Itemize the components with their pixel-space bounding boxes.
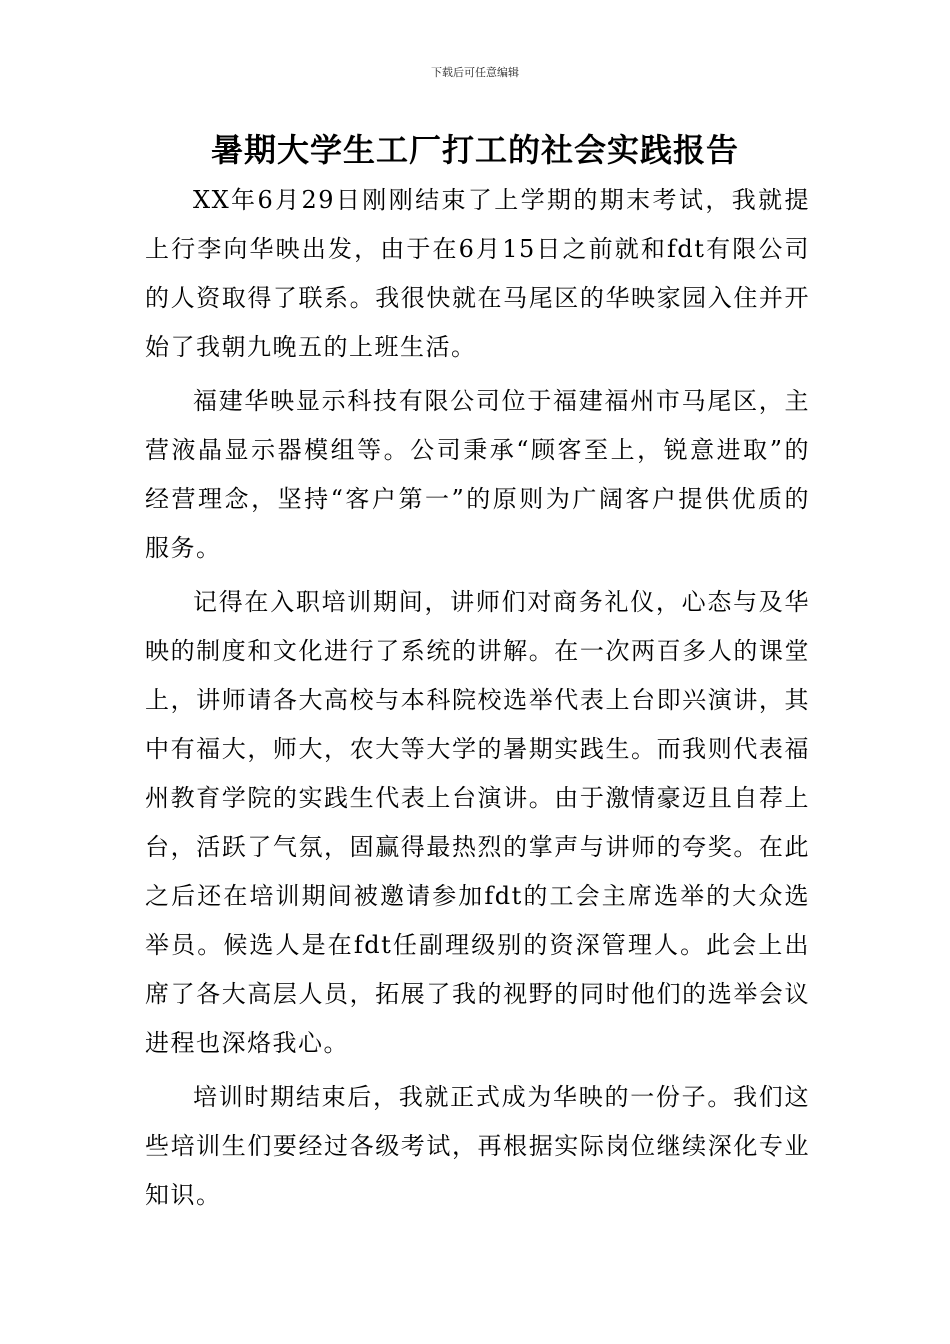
document-body [145,176,810,1220]
header-note: 下载后可任意编辑 [431,66,519,79]
paragraph-1: XX年6月29日刚刚结束了上学期的期末考试，我就提上行李向华映出发，由于在6月15日之前就和fdt有限公司的人资取得了联系。我很快就在马尾区的华映家园入住并开始了我朝九晚五的上班生活。 [145,186,810,361]
paragraph-4: 培训时期结束后，我就正式成为华映的一份子。我们这些培训生们要经过各级考试，再根据实际岗位继续深化专业知识。 [145,1083,810,1209]
paragraph-3: 记得在入职培训期间，讲师们对商务礼仪，心态与及华映的制度和文化进行了系统的讲解。在一次两百多人的课堂上，讲师请各大高校与本科院校选举代表上台即兴演讲，其中有福大，师大，农大等大学的暑期实践生。而我则代表福州教育学院的实践生代表上台演讲。由于激情豪迈且自荐上台，活跃了气氛，固赢得最热烈的掌声与讲师的夸奖。在此之后还在培训期间被邀请参加fdt的工会主席选举的大众选举员。候选人是在fdt任副理级别的资深管理人。此会上出席了各大高层人员，拓展了我的视野的同时他们的选举会议进程也深烙我心。 [145,588,810,1057]
document-title: 暑期大学生工厂打工的社会实践报告 [210,131,739,169]
paragraph-2: 福建华映显示科技有限公司位于福建福州市马尾区，主营液晶显示器模组等。公司秉承“顾客至上，锐意进取”的经营理念，坚持“客户第一”的原则为广阔客户提供优质的服务。 [145,387,810,562]
